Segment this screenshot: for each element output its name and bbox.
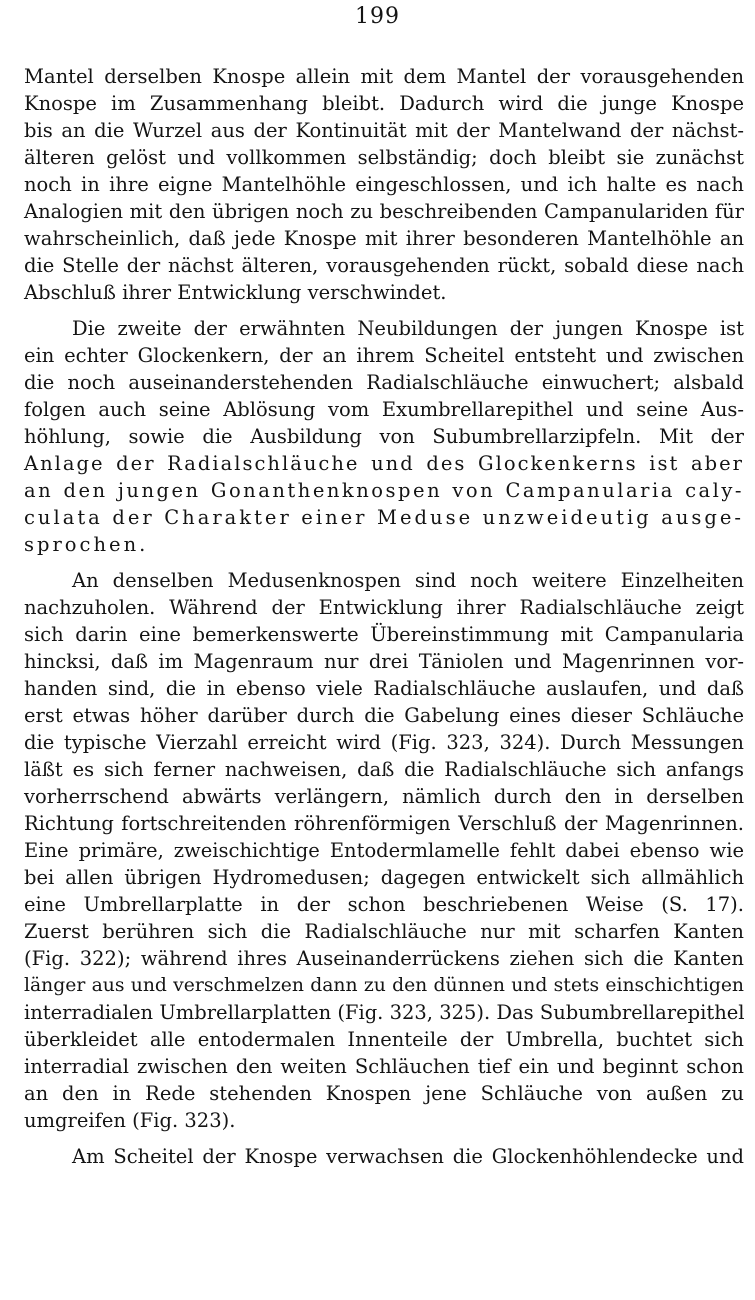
text-line: die noch auseinanderstehenden Radialschläuche einwuchert; alsbald xyxy=(24,371,744,394)
text-line: bis an die Wurzel aus der Kontinuität mit der Mantelwand der nächst- xyxy=(24,119,744,142)
text-line: erst etwas höher darüber durch die Gabelung eines dieser Schläuche xyxy=(24,704,744,727)
page-number: 199 xyxy=(355,4,400,29)
text-line: Die zweite der erwähnten Neubildungen der jungen Knospe ist xyxy=(72,317,744,340)
text-line: folgen auch seine Ablösung vom Exumbrellarepithel und seine Aus- xyxy=(24,398,744,421)
text-line: länger aus und verschmelzen dann zu den dünnen und stets einschichtigen xyxy=(24,975,744,996)
text-line: umgreifen (Fig. 323). xyxy=(24,1109,236,1132)
text-line: überkleidet alle entodermalen Innenteile der Umbrella, buchtet sich xyxy=(24,1028,744,1051)
text-line: hincksi, daß im Magenraum nur drei Täniolen und Magenrinnen vor- xyxy=(24,650,744,673)
text-line: Anlage der Radialschläuche und des Glockenkerns ist aber xyxy=(24,452,744,475)
text-line: Abschluß ihrer Entwicklung verschwindet. xyxy=(24,281,447,304)
text-line: an den in Rede stehenden Knospen jene Schläuche von außen zu xyxy=(24,1082,744,1105)
text-line: bei allen übrigen Hydromedusen; dagegen entwickelt sich allmählich xyxy=(24,866,744,889)
text-line: läßt es sich ferner nachweisen, daß die Radialschläuche sich anfangs xyxy=(24,758,744,781)
text-line: nachzuholen. Während der Entwicklung ihrer Radialschläuche zeigt xyxy=(24,596,744,619)
text-line: culata der Charakter einer Meduse unzweideutig ausge- xyxy=(24,506,744,529)
text-line: Analogien mit den übrigen noch zu beschreibenden Campanulariden für xyxy=(24,200,744,223)
text-line: wahrscheinlich, daß jede Knospe mit ihrer besonderen Mantelhöhle an xyxy=(24,227,744,250)
text-line: Richtung fortschreitenden röhrenförmigen Verschluß der Magenrinnen. xyxy=(24,812,744,835)
text-line: die Stelle der nächst älteren, vorausgehenden rückt, sobald diese nach xyxy=(24,254,744,277)
text-line: sich darin eine bemerkenswerte Übereinstimmung mit Campanularia xyxy=(24,623,744,646)
text-line: eine Umbrellarplatte in der schon beschriebenen Weise (S. 17). xyxy=(24,893,744,916)
text-line: Eine primäre, zweischichtige Entodermlamelle fehlt dabei ebenso wie xyxy=(24,839,744,862)
text-line: (Fig. 322); während ihres Auseinanderrückens ziehen sich die Kanten xyxy=(24,947,744,970)
text-line: die typische Vierzahl erreicht wird (Fig. 323, 324). Durch Messungen xyxy=(24,731,744,754)
text-line: sprochen. xyxy=(24,533,149,556)
text-line: Mantel derselben Knospe allein mit dem Mantel der vorausgehenden xyxy=(24,65,744,88)
text-line: ein echter Glockenkern, der an ihrem Scheitel entsteht und zwischen xyxy=(24,344,744,367)
text-line: Knospe im Zusammenhang bleibt. Dadurch wird die junge Knospe xyxy=(24,92,744,115)
text-line: An denselben Medusenknospen sind noch weitere Einzelheiten xyxy=(72,569,744,592)
text-line: an den jungen Gonanthenknospen von Campanularia caly- xyxy=(24,479,744,502)
text-line: älteren gelöst und vollkommen selbständig; doch bleibt sie zunächst xyxy=(24,146,744,169)
text-line: interradialen Umbrellarplatten (Fig. 323, 325). Das Subumbrellarepithel xyxy=(24,1001,745,1024)
text-line: noch in ihre eigne Mantelhöhle eingeschlossen, und ich halte es nach xyxy=(24,173,744,196)
text-line: Am Scheitel der Knospe verwachsen die Glockenhöhlendecke und xyxy=(72,1145,744,1168)
text-line: höhlung, sowie die Ausbildung von Subumbrellarzipfeln. Mit der xyxy=(24,425,744,448)
text-line: handen sind, die in ebenso viele Radialschläuche auslaufen, und daß xyxy=(24,677,744,700)
text-line: vorherrschend abwärts verlängern, nämlich durch den in derselben xyxy=(24,785,744,808)
text-line: Zuerst berühren sich die Radialschläuche nur mit scharfen Kanten xyxy=(24,920,744,943)
text-line: interradial zwischen den weiten Schläuchen tief ein und beginnt schon xyxy=(24,1055,744,1078)
